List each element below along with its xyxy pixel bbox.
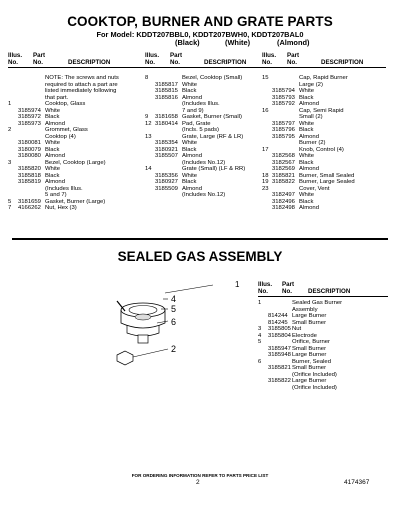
part-description: White [182,81,198,88]
part-description: Burner (2) [299,140,326,146]
parts-column-2 [145,75,257,199]
part-description: Cap, Semi Rapid [299,107,344,114]
part-description: (Includes Illus. [182,101,220,107]
part-description: Orifice, Burner [292,339,330,345]
part-description: (Incls. 5 pads) [182,127,219,133]
part-number: 3182569 [272,166,295,172]
part-description: Knob, Control (4) [299,146,344,153]
part-number: 3185509 [155,185,178,192]
illus-number: 13 [145,133,152,140]
illus-number [145,192,155,199]
illus-number: 3 [258,326,262,332]
part-description: Gasket, Burner (Small) [182,114,242,120]
illus-number: 6 [258,358,262,365]
part-number: 3185821 [272,172,295,179]
part-number: 3185356 [155,172,178,179]
part-number: 3185792 [272,101,295,107]
part-description: Large Burner [292,313,327,319]
part-description: (Includes No.12) [182,159,226,166]
part-description: Small (2) [299,114,323,120]
part-description: Large Burner [292,378,327,384]
part-number: 814245 [268,319,288,326]
part-description: Black [299,159,314,166]
part-description: White [45,166,61,172]
part-description: Black [299,94,314,101]
part-number: 3185820 [18,166,41,172]
part-description: Gasket, Burner (Large) [45,198,106,205]
part-number: 4166262 [18,205,41,211]
part-number: 814244 [268,313,288,319]
part-description: Almond [182,153,202,159]
illus-number [262,205,272,212]
part-number: 3185817 [155,81,178,88]
part-description: Black [299,127,314,133]
part-number: 3181658 [155,114,178,120]
part-description: Nut, Hex (3) [45,205,77,211]
header-illus: Illus. No. [145,52,160,67]
part-number: 3185354 [155,140,178,146]
header-rule [8,67,386,68]
color-black: (Black) [175,38,200,47]
illus-number: 3 [8,159,12,166]
part-description: Burner, Large Sealed [299,179,355,185]
callout-2: 2 [171,344,177,354]
header-part: Part No. [282,281,295,296]
part-number: 3185974 [18,107,41,114]
parts-row [145,192,257,199]
part-description: Black [299,198,314,205]
part-description: Electrode [292,332,317,339]
document-number: 4174367 [344,479,370,486]
part-description: Small Burner [292,319,327,326]
part-number: 3185816 [155,94,178,101]
page-number: 2 [196,479,200,486]
part-description: Almond [45,179,65,185]
parts-row [262,205,390,212]
part-description: White [182,140,198,146]
part-number: 3185822 [272,179,295,185]
part-number: 3185972 [18,114,41,120]
part-number: 3185795 [272,133,295,140]
part-description: required to attach a part are [45,81,118,88]
part-number: 3185822 [268,378,291,384]
part-description: Black [182,88,197,94]
part-description: White [182,172,198,179]
part-description: Large Burner [292,352,327,358]
part-description: Large (2) [299,81,323,88]
section-title: SEALED GAS ASSEMBLY [117,249,283,264]
part-description: Burner, Small Sealed [299,172,355,179]
part-description: listed immediately following [45,88,117,94]
part-description: 7 and 9) [182,107,204,114]
section-divider [12,238,388,240]
part-description: Almond [182,185,202,192]
part-number: 3182568 [272,153,295,159]
part-number [155,192,182,199]
illus-number: 9 [145,114,149,120]
part-description: that part. [45,94,69,101]
header-rule [258,296,388,297]
header-description: DESCRIPTION [204,59,247,66]
illus-number: 1 [8,101,12,107]
illus-number: 15 [262,75,269,81]
illus-number: 5 [8,198,12,205]
part-description: Almond [182,94,202,101]
part-number: 3182497 [272,192,295,198]
page-title: COOKTOP, BURNER AND GRATE PARTS [67,14,333,29]
part-number: 3182496 [272,198,295,205]
part-description: Black [182,146,197,153]
header-description: DESCRIPTION [68,59,111,66]
part-number: 3180927 [155,179,178,185]
part-description: (Orifice Included) [292,371,337,378]
part-number: 3185794 [272,88,295,94]
illus-number: 14 [145,166,152,172]
part-description: Bezel, Cooktop (Small) [182,75,243,81]
part-description: Almond [299,101,319,107]
part-number: 3185947 [268,345,291,352]
callout-1: 1 [235,280,240,289]
part-description: Cover, Vent [299,185,330,192]
part-description: NOTE: The screws and nuts [45,75,119,81]
part-number: 3185507 [155,153,178,159]
illus-number: 8 [145,75,149,81]
header-description: DESCRIPTION [308,288,351,295]
parts-column-3 [262,75,390,212]
part-description: Almond [299,133,319,140]
part-description: Cooktop (4) [45,133,76,140]
part-number: 3182567 [272,159,295,166]
part-number: 3180414 [155,120,178,127]
part-description: Nut [292,326,302,332]
callout-5: 5 [171,304,177,314]
illus-number: 1 [258,300,262,306]
parts-row [8,205,133,212]
header-illus: Illus. No. [262,52,277,67]
part-number: 3185818 [18,172,41,179]
part-description: Grate, Large (RF & LR) [182,133,244,140]
part-description: Almond [299,166,319,172]
illus-number: 12 [145,120,152,127]
part-description: Black [182,179,197,185]
part-description: White [45,140,61,146]
part-number: 3182498 [272,205,295,211]
part-number: 3180921 [155,146,178,153]
part-description: Grommet, Glass [45,127,88,133]
part-description: Pad, Grate [182,120,211,127]
parts-column-1 [8,75,133,212]
part-description: Sealed Gas Burner [292,300,343,306]
ordering-footer: FOR ORDERING INFORMATION REFER TO PARTS PRICE LIST [131,473,269,478]
part-description: White [299,192,315,198]
part-number: 3185793 [272,94,295,101]
part-description: White [299,153,315,159]
part-number: 3185819 [18,179,41,185]
illus-number: 19 [262,179,269,185]
header-part: Part No. [170,52,183,67]
part-number: 3185815 [155,88,178,94]
part-description: Bezel, Cooktop (Large) [45,159,106,166]
part-description: Small Burner [292,365,327,371]
part-number: 3185796 [272,127,295,133]
part-description: (Orifice Included) [292,384,337,391]
part-description: Black [45,172,60,179]
sealed-burner-diagram [105,275,255,400]
illus-number [258,385,268,392]
illus-number: 5 [258,339,262,345]
color-almond: (Almond) [277,38,310,47]
illus-number: 23 [262,185,269,192]
part-description: 5 and 7) [45,192,67,198]
model-numbers: For Model: KDDT207BBL0, KDDT207BWH0, KDDT207BAL0 [96,30,304,39]
part-description: (Includes No.12) [182,192,226,198]
part-description: (Includes Illus. [45,185,83,192]
nut [117,351,133,365]
part-description: Black [45,114,60,120]
part-number [268,385,292,392]
illus-number: 17 [262,146,269,153]
part-number: 3181659 [18,198,41,205]
part-description: White [299,120,315,127]
part-number: 3185821 [268,365,291,371]
part-description: Assembly [292,306,318,313]
part-number: 3185973 [18,120,41,127]
orifice [138,335,148,343]
header-part: Part No. [287,52,300,67]
header-description: DESCRIPTION [321,59,364,66]
illus-number: 7 [8,205,12,211]
header-illus: Illus. No. [258,281,273,296]
part-description: Almond [45,120,65,127]
part-number: 3180081 [18,140,41,146]
illus-number: 4 [258,332,262,339]
illus-number: 16 [262,107,269,114]
part-description: Small Burner [292,345,327,352]
part-number: 3180080 [18,153,41,159]
part-description: Burner, Sealed [292,358,331,365]
part-description: Grate (Small) (LF & RR) [182,166,246,172]
header-illus: Illus. No. [8,52,23,67]
part-description: White [45,107,61,114]
part-description: Black [45,146,60,153]
part-description: Cooktop, Glass [45,101,86,107]
callout-6: 6 [171,317,177,327]
header-part: Part No. [33,52,46,67]
illus-number: 2 [8,127,12,133]
part-number: 3180079 [18,146,41,153]
part-description: Almond [45,153,65,159]
part-number: 3185805 [268,326,291,332]
color-white: (White) [225,38,251,47]
part-description: White [299,88,315,94]
parts-row [258,385,393,392]
part-number: 3185948 [268,352,291,358]
part-number: 3185804 [268,332,291,339]
parts-column-4 [258,300,393,391]
illus-number: 18 [262,172,269,179]
callout-4: 4 [171,294,177,304]
part-description: Almond [299,205,319,211]
part-number: 3185797 [272,120,295,127]
part-description: Cap, Rapid Burner [299,75,348,81]
